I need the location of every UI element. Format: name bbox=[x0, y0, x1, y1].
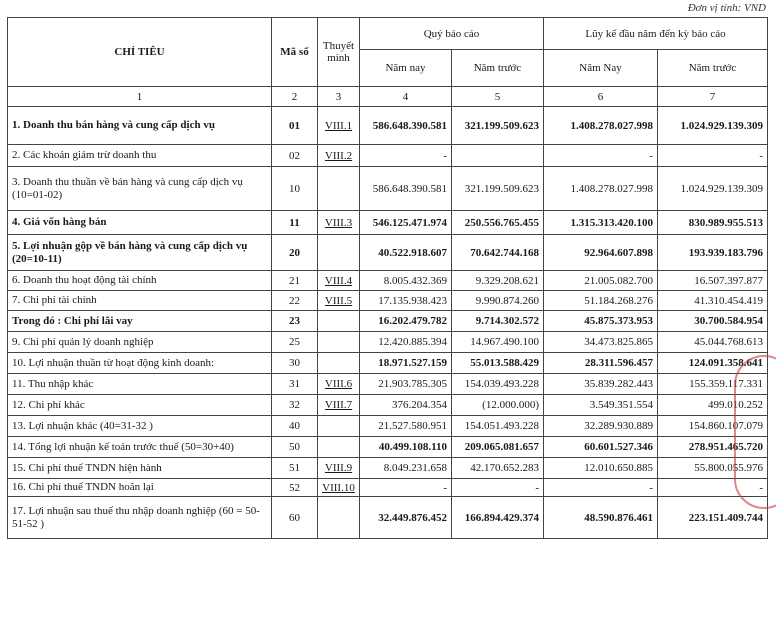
row-quarter-last-year: 14.967.490.100 bbox=[452, 332, 544, 353]
row-ytd-this-year: 21.005.082.700 bbox=[544, 271, 658, 291]
row-code: 50 bbox=[272, 437, 318, 458]
row-code: 40 bbox=[272, 416, 318, 437]
row-ytd-this-year: 1.315.313.420.100 bbox=[544, 211, 658, 235]
header-quarter: Quý báo cáo bbox=[360, 18, 544, 50]
company-seal bbox=[734, 355, 776, 509]
row-note bbox=[318, 235, 360, 271]
row-indicator-name: Trong đó : Chi phí lãi vay bbox=[8, 311, 272, 332]
row-code: 02 bbox=[272, 145, 318, 167]
row-quarter-this-year: 40.499.108.110 bbox=[360, 437, 452, 458]
row-code: 60 bbox=[272, 497, 318, 539]
row-quarter-last-year: 154.051.493.228 bbox=[452, 416, 544, 437]
row-quarter-last-year: (12.000.000) bbox=[452, 395, 544, 416]
row-note: VIII.3 bbox=[318, 211, 360, 235]
header-this-year-ytd: Năm Nay bbox=[544, 50, 658, 87]
row-quarter-last-year: 154.039.493.228 bbox=[452, 374, 544, 395]
row-quarter-this-year: 21.527.580.951 bbox=[360, 416, 452, 437]
row-ytd-this-year: 34.473.825.865 bbox=[544, 332, 658, 353]
row-quarter-last-year: 166.894.429.374 bbox=[452, 497, 544, 539]
row-indicator-name: 2. Các khoản giảm trừ doanh thu bbox=[8, 145, 272, 167]
row-ytd-last-year: 193.939.183.796 bbox=[658, 235, 768, 271]
row-quarter-last-year: 70.642.744.168 bbox=[452, 235, 544, 271]
row-note: VIII.1 bbox=[318, 107, 360, 145]
row-code: 52 bbox=[272, 479, 318, 497]
row-ytd-this-year: 92.964.607.898 bbox=[544, 235, 658, 271]
row-note bbox=[318, 497, 360, 539]
row-code: 11 bbox=[272, 211, 318, 235]
col-number: 2 bbox=[272, 87, 318, 107]
col-number: 7 bbox=[658, 87, 768, 107]
row-ytd-this-year: 3.549.351.554 bbox=[544, 395, 658, 416]
row-code: 01 bbox=[272, 107, 318, 145]
header-last-year: Năm trước bbox=[452, 50, 544, 87]
row-note: VIII.4 bbox=[318, 271, 360, 291]
col-number: 6 bbox=[544, 87, 658, 107]
row-indicator-name: 13. Lợi nhuận khác (40=31-32 ) bbox=[8, 416, 272, 437]
row-code: 32 bbox=[272, 395, 318, 416]
row-note: VIII.5 bbox=[318, 291, 360, 311]
row-quarter-this-year: 40.522.918.607 bbox=[360, 235, 452, 271]
row-quarter-last-year: 42.170.652.283 bbox=[452, 458, 544, 479]
row-quarter-this-year: 21.903.785.305 bbox=[360, 374, 452, 395]
col-number: 5 bbox=[452, 87, 544, 107]
header-code: Mã số bbox=[272, 18, 318, 87]
table-row bbox=[8, 291, 768, 311]
row-note: VIII.7 bbox=[318, 395, 360, 416]
row-ytd-last-year: 499.010.252 bbox=[658, 395, 768, 416]
row-indicator-name: 5. Lợi nhuận gộp về bán hàng và cung cấp dịch vụ (20=10-11) bbox=[8, 235, 272, 271]
row-ytd-last-year: 30.700.584.954 bbox=[658, 311, 768, 332]
table-row bbox=[8, 332, 768, 353]
row-ytd-last-year: 16.507.397.877 bbox=[658, 271, 768, 291]
row-quarter-this-year: 8.049.231.658 bbox=[360, 458, 452, 479]
row-ytd-last-year: 1.024.929.139.309 bbox=[658, 107, 768, 145]
row-indicator-name: 6. Doanh thu hoạt động tài chính bbox=[8, 271, 272, 291]
row-code: 22 bbox=[272, 291, 318, 311]
header-indicator: CHỈ TIÊU bbox=[8, 18, 272, 87]
row-indicator-name: 17. Lợi nhuận sau thuế thu nhập doanh nghiệp (60 = 50-51-52 ) bbox=[8, 497, 272, 539]
row-quarter-last-year: 9.329.208.621 bbox=[452, 271, 544, 291]
row-ytd-this-year: 45.875.373.953 bbox=[544, 311, 658, 332]
row-indicator-name: 16. Chi phí thuế TNDN hoãn lại bbox=[8, 479, 272, 497]
row-ytd-last-year: 55.800.055.976 bbox=[658, 458, 768, 479]
table-row bbox=[8, 395, 768, 416]
header-ytd: Lũy kế đầu năm đến kỳ báo cáo bbox=[544, 18, 768, 50]
header-last-year-ytd: Năm trước bbox=[658, 50, 768, 87]
row-quarter-last-year: 250.556.765.455 bbox=[452, 211, 544, 235]
row-indicator-name: 3. Doanh thu thuần về bán hàng và cung cấp dịch vụ (10=01-02) bbox=[8, 167, 272, 211]
table-row bbox=[8, 479, 768, 497]
row-indicator-name: 4. Giá vốn hàng bán bbox=[8, 211, 272, 235]
table-row bbox=[8, 235, 768, 271]
table-row bbox=[8, 211, 768, 235]
row-code: 30 bbox=[272, 353, 318, 374]
row-quarter-this-year: 8.005.432.369 bbox=[360, 271, 452, 291]
row-ytd-last-year: 223.151.409.744 bbox=[658, 497, 768, 539]
row-quarter-this-year: 32.449.876.452 bbox=[360, 497, 452, 539]
table-row bbox=[8, 353, 768, 374]
row-ytd-last-year: 830.989.955.513 bbox=[658, 211, 768, 235]
row-quarter-this-year: 546.125.471.974 bbox=[360, 211, 452, 235]
row-ytd-this-year: 1.408.278.027.998 bbox=[544, 167, 658, 211]
row-quarter-this-year: 586.648.390.581 bbox=[360, 107, 452, 145]
row-ytd-last-year: 45.044.768.613 bbox=[658, 332, 768, 353]
row-quarter-last-year: - bbox=[452, 479, 544, 497]
row-quarter-this-year: - bbox=[360, 479, 452, 497]
row-ytd-last-year: 124.091.358.641 bbox=[658, 353, 768, 374]
row-ytd-this-year: 35.839.282.443 bbox=[544, 374, 658, 395]
row-ytd-last-year: 1.024.929.139.309 bbox=[658, 167, 768, 211]
row-indicator-name: 11. Thu nhập khác bbox=[8, 374, 272, 395]
row-quarter-last-year: 9.714.302.572 bbox=[452, 311, 544, 332]
header-note: Thuyết minh bbox=[318, 18, 360, 87]
row-ytd-this-year: - bbox=[544, 145, 658, 167]
row-ytd-this-year: 32.289.930.889 bbox=[544, 416, 658, 437]
col-number: 4 bbox=[360, 87, 452, 107]
table-row bbox=[8, 374, 768, 395]
table-row bbox=[8, 107, 768, 145]
row-quarter-this-year: 17.135.938.423 bbox=[360, 291, 452, 311]
row-note bbox=[318, 332, 360, 353]
col-number: 3 bbox=[318, 87, 360, 107]
row-quarter-this-year: 16.202.479.782 bbox=[360, 311, 452, 332]
row-note: VIII.10 bbox=[318, 479, 360, 497]
row-indicator-name: 12. Chi phí khác bbox=[8, 395, 272, 416]
row-quarter-last-year: 209.065.081.657 bbox=[452, 437, 544, 458]
row-ytd-this-year: 60.601.527.346 bbox=[544, 437, 658, 458]
row-ytd-last-year: - bbox=[658, 145, 768, 167]
table-row bbox=[8, 167, 768, 211]
row-ytd-this-year: - bbox=[544, 479, 658, 497]
unit-label: Đơn vị tính: VND bbox=[687, 2, 766, 14]
row-note: VIII.2 bbox=[318, 145, 360, 167]
row-code: 23 bbox=[272, 311, 318, 332]
row-indicator-name: 14. Tổng lợi nhuận kế toán trước thuế (50=30+40) bbox=[8, 437, 272, 458]
row-note bbox=[318, 167, 360, 211]
row-quarter-last-year: 9.990.874.260 bbox=[452, 291, 544, 311]
row-indicator-name: 1. Doanh thu bán hàng và cung cấp dịch vụ bbox=[8, 107, 272, 145]
row-quarter-this-year: 586.648.390.581 bbox=[360, 167, 452, 211]
row-note bbox=[318, 311, 360, 332]
table-row bbox=[8, 416, 768, 437]
row-indicator-name: 9. Chi phí quản lý doanh nghiệp bbox=[8, 332, 272, 353]
row-code: 10 bbox=[272, 167, 318, 211]
row-code: 31 bbox=[272, 374, 318, 395]
table-row bbox=[8, 497, 768, 539]
col-number: 1 bbox=[8, 87, 272, 107]
row-ytd-this-year: 48.590.876.461 bbox=[544, 497, 658, 539]
row-ytd-this-year: 51.184.268.276 bbox=[544, 291, 658, 311]
row-ytd-last-year: - bbox=[658, 479, 768, 497]
row-code: 21 bbox=[272, 271, 318, 291]
table-row bbox=[8, 271, 768, 291]
row-ytd-last-year: 278.951.465.720 bbox=[658, 437, 768, 458]
row-code: 20 bbox=[272, 235, 318, 271]
row-note bbox=[318, 353, 360, 374]
row-note bbox=[318, 437, 360, 458]
row-code: 51 bbox=[272, 458, 318, 479]
row-indicator-name: 10. Lợi nhuận thuần từ hoạt động kinh doanh: bbox=[8, 353, 272, 374]
row-note: VIII.6 bbox=[318, 374, 360, 395]
row-ytd-last-year: 155.359.117.331 bbox=[658, 374, 768, 395]
row-quarter-last-year: 55.013.588.429 bbox=[452, 353, 544, 374]
row-note: VIII.9 bbox=[318, 458, 360, 479]
row-note bbox=[318, 416, 360, 437]
row-code: 25 bbox=[272, 332, 318, 353]
table-row bbox=[8, 145, 768, 167]
row-indicator-name: 7. Chi phí tài chính bbox=[8, 291, 272, 311]
row-ytd-this-year: 1.408.278.027.998 bbox=[544, 107, 658, 145]
row-indicator-name: 15. Chi phí thuế TNDN hiện hành bbox=[8, 458, 272, 479]
income-statement-table bbox=[7, 17, 768, 539]
table-row bbox=[8, 458, 768, 479]
row-ytd-last-year: 154.860.107.079 bbox=[658, 416, 768, 437]
row-quarter-this-year: 376.204.354 bbox=[360, 395, 452, 416]
row-quarter-this-year: - bbox=[360, 145, 452, 167]
header-this-year: Năm nay bbox=[360, 50, 452, 87]
row-quarter-this-year: 12.420.885.394 bbox=[360, 332, 452, 353]
row-quarter-this-year: 18.971.527.159 bbox=[360, 353, 452, 374]
row-ytd-last-year: 41.310.454.419 bbox=[658, 291, 768, 311]
row-quarter-last-year: 321.199.509.623 bbox=[452, 167, 544, 211]
table-row bbox=[8, 437, 768, 458]
row-ytd-this-year: 12.010.650.885 bbox=[544, 458, 658, 479]
table-row bbox=[8, 311, 768, 332]
row-quarter-last-year bbox=[452, 145, 544, 167]
row-ytd-this-year: 28.311.596.457 bbox=[544, 353, 658, 374]
row-quarter-last-year: 321.199.509.623 bbox=[452, 107, 544, 145]
